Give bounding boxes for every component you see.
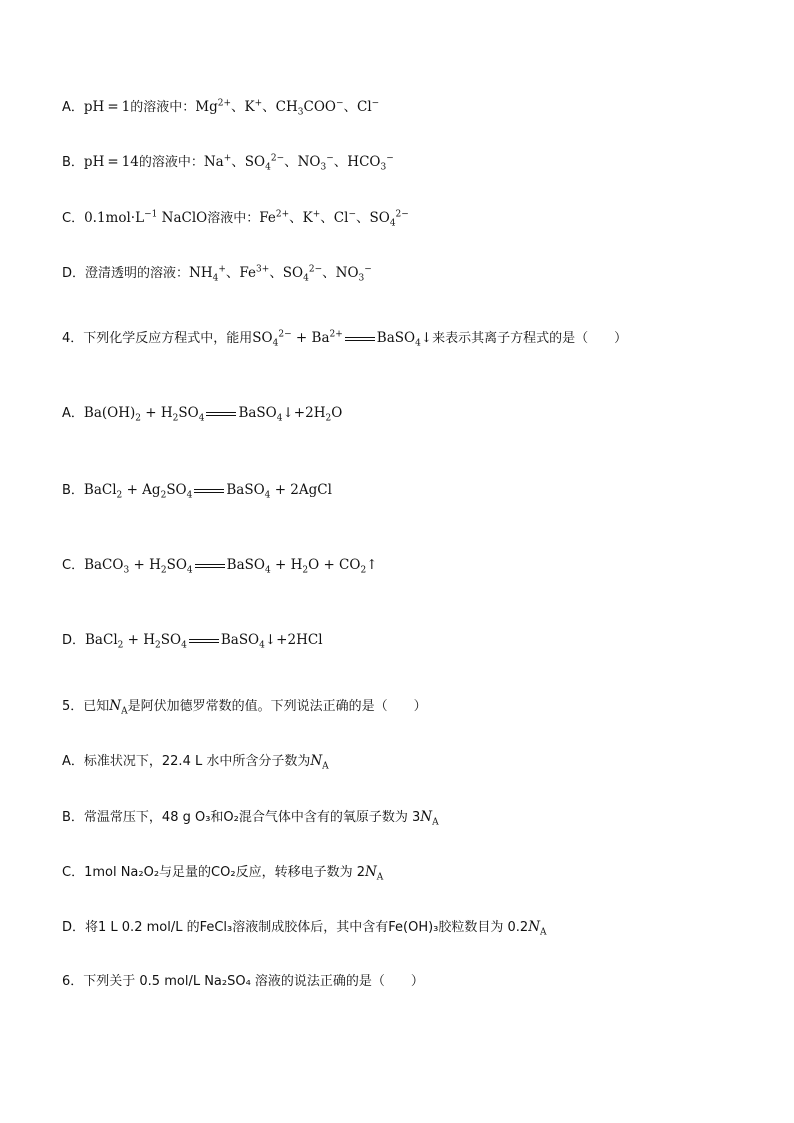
q4-option-c: C．BaCO$_3$ + $H_2SO_4$ BaSO$_4$ + $H_2O$ + $CO_2↑$	[62, 557, 378, 576]
q3-option-d: D．澄清透明的溶液：$NH_4^+$、$Fe^{3+}$、$SO_4^{2-}$、$NO_3^-$	[62, 264, 372, 284]
q4-option-b: B．BaCl$_2$ + $Ag_2SO_4$ BaSO$_4$ + 2AgCl	[62, 482, 332, 501]
q5-option-c: C．1mol Na₂O₂与足量的CO₂反应，转移电子数为 $2N_A$	[62, 864, 384, 883]
q3-option-b: B．pH = 14的溶液中：Na+、$SO_4^{2-}$、$NO_3^-$、$HCO_3^-$	[62, 153, 394, 173]
q5-option-a: A．标准状况下，22.4 L 水中所含分子数为$N_A$	[62, 753, 329, 772]
q3-option-c: C．$0.1mol\cdot L^{-1}$ NaClO溶液中：$Fe^{2+}$、K+、Cl−、$SO_4^{2-}$	[62, 209, 409, 229]
equals-sign	[345, 337, 375, 341]
q4-option-a: A．$Ba(OH)_2 + H_2SO_4$ $BaSO_4↓+2H_2O$	[62, 405, 343, 424]
q5-option-d: D．将1 L 0.2 mol/L 的FeCl₃溶液制成胶体后，其中含有Fe(OH)₃胶粒数目为 $0.2N_A$	[62, 919, 547, 938]
q4-stem: 4．下列化学反应方程式中，能用$SO_4^{2-} + Ba^{2+}$ BaSO$_4$↓来表示其离子方程式的是（ ）	[62, 329, 628, 349]
equals-sign	[206, 412, 236, 416]
q4-option-d: D．BaCl$_2$ + $H_2SO_4$ BaSO$_4$↓+2HCl	[62, 632, 323, 651]
equals-sign	[194, 489, 224, 493]
q6-stem: 6．下列关于 0.5 mol/L Na₂SO₄ 溶液的说法正确的是（ ）	[62, 974, 424, 989]
q5-stem: 5．已知$N_A$是阿伏加德罗常数的值。下列说法正确的是（ ）	[62, 698, 427, 717]
equals-sign	[195, 564, 225, 568]
q3-option-a: A．pH = 1的溶液中：$Mg^{2+}$、K+、$CH_3COO^-$、Cl−	[62, 98, 380, 118]
equals-sign	[189, 639, 219, 643]
q5-option-b: B．常温常压下，48 g O₃和O₂混合气体中含有的氧原子数为 $3N_A$	[62, 809, 439, 828]
